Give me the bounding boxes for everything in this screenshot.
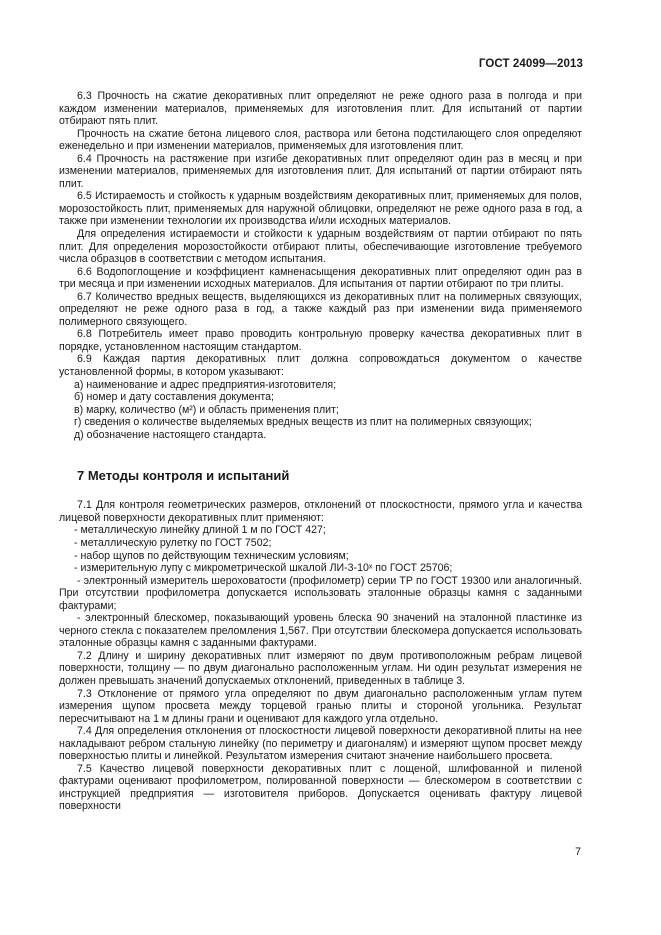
paragraph-7-1: 7.1 Для контроля геометрических размеров, отклонений от плоскостности, прямого угла и качества лицевой поверхности декоративных плит применяют: (59, 499, 582, 524)
paragraph-6-5-cont: Для определения истираемости и стойкости к ударным воздействиям от партии отбирают по пять плит. Для определения морозостойкости отбирают плиты, обеспечивающие изготовление требуемого числа образцов в соответствии с методом испытания. (59, 228, 582, 266)
list-item-g: г) сведения о количестве выделяемых вредных веществ из плит на полимерных связующих; (74, 416, 532, 429)
page-number: 7 (575, 846, 581, 858)
paragraph-6-9: 6.9 Каждая партия декоративных плит должна сопровождаться документом о качестве установленной формы, в котором указывают: (59, 353, 582, 379)
paragraph-6-3-cont: Прочность на сжатие бетона лицевого слоя, раствора или бетона подстилающего слоя определяют еженедельно и при изменении материалов, применяемых для изготовления плит. (59, 127, 582, 153)
paragraph-6-4: 6.4 Прочность на растяжение при изгибе декоративных плит определяют один раз в месяц и при изменении материалов, применяемых для изготовления плит. Для испытаний от партии отбирают пять плит. (59, 152, 582, 190)
list-item-profilometer: - электронный измеритель шероховатости (профилометр) серии ТР по ГОСТ 19300 или аналогичный. При отсутствии профилометра допускается использовать эталонные образцы камня с заданными фактурами; (59, 574, 582, 612)
paragraph-6-8: 6.8 Потребитель имеет право проводить контрольную проверку качества декоративных плит в порядке, установленном настоящим стандартом. (59, 328, 582, 353)
paragraph-7-4: 7.4 Для определения отклонения от плоскостности лицевой поверхности декоративной плиты на нее накладывают ребром стальную линейку (по периметру и диагоналям) и измеряют щупом просвет между поверхностью плиты и линейкой. Результатом измерения считают значение наибольшего просвета. (59, 725, 582, 763)
paragraph-6-5: 6.5 Истираемость и стойкость к ударным воздействиям декоративных плит, применяемых для полов, морозостойкость плит, применяемых для наружной облицовки, определяют не реже одного раза в год, а также при изменении технологии их производства и/или исходных материалов. (59, 190, 582, 228)
list-item-feelers: - набор щупов по действующим техническим условиям; (74, 549, 349, 562)
paragraph-7-5: 7.5 Качество лицевой поверхности декоративных плит с лощеной, шлифованной и пиленой фактурами оценивают профилометром, полированной поверхности — блескомером в соответствии с инструкцией предприятия — изготовителя приборов. Допускается оценивать фактуру лицевой поверхности (59, 762, 582, 813)
list-item-magnifier: - измерительную лупу с микрометрической шкалой ЛИ-3-10ˣ по ГОСТ 25706; (74, 562, 453, 575)
document-code: ГОСТ 24099—2013 (478, 58, 583, 70)
list-item-glossmeter: - электронный блескомер, показывающий уровень блеска 90 значений на эталонной пластинке из черного стекла с показателем преломления 1,567. При отсутствии блескомера допускается использовать эталонные образцы камня с заданными фактурами. (59, 612, 582, 650)
list-item-b: б) номер и дату составления документа; (74, 391, 274, 404)
paragraph-6-6: 6.6 Водопоглощение и коэффициент камненасыщения декоративных плит определяют один раз в три месяца и при изменении исходных материалов. Для испытания от партии отбирают по три плиты. (59, 265, 582, 291)
section-title: 7 Методы контроля и испытаний (77, 468, 290, 484)
paragraph-7-3: 7.3 Отклонение от прямого угла определяют по двум диагонально расположенным углам путем измерения щупом просвета между торцевой гранью плиты и стороной угольника. Результат пересчитывают на 1 м длины грани и оценивают для каждого угла отдельно. (59, 687, 582, 725)
paragraph-6-7: 6.7 Количество вредных веществ, выделяющихся из декоративных плит на полимерных связующих, определяют не реже одного раза в год, а также каждый раз при изменении вида применяемого полимерного связующего. (59, 290, 582, 328)
paragraph-6-3: 6.3 Прочность на сжатие декоративных плит определяют не реже одного раза в полгода и при каждом изменении материалов, применяемых для изготовления плит. Для испытаний от партии отбирают пять плит. (59, 90, 582, 128)
list-item-a: а) наименование и адрес предприятия-изготовителя; (74, 378, 337, 391)
list-item-v: в) марку, количество (м²) и область применения плит; (74, 403, 339, 416)
list-item-ruler: - металлическую линейку длиной 1 м по ГОСТ 427; (74, 524, 326, 537)
list-item-d: д) обозначение настоящего стандарта. (74, 428, 267, 441)
list-item-tape: - металлическую рулетку по ГОСТ 7502; (74, 536, 272, 549)
paragraph-7-2: 7.2 Длину и ширину декоративных плит измеряют по двум противоположным ребрам лицевой поверхности, толщину — по двум диагонально расположенным углам. Ни один результат измерения не должен превышать значений допускаемых отклонений, приведенных в таблице 3. (59, 649, 582, 687)
document-body (59, 90, 582, 813)
